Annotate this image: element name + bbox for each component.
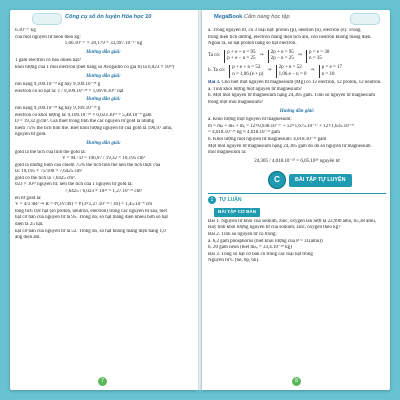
- text-line: hiếm 75% thể tích tinh thể. Biết khối lượng nguyên tử của gold là 196,97 amu,: [15, 125, 173, 131]
- text-line: a. Khối lượng một nguyên tử magnesium:: [208, 117, 292, 123]
- left-page: [10, 10, 198, 390]
- tu-luan-number: 1: [208, 196, 216, 204]
- equation: p = e = 30: [309, 49, 330, 55]
- formula-line: V = 4/3 πR³ ⇒ R = ∛(3V/4π) = ∛(3×1,27.10⁻²³ / 4π) = 1,45.10⁻⁸ cm: [15, 202, 152, 208]
- text-line: gold có thể tích là 7,6425 cm³.: [15, 175, 76, 181]
- text-line: ron nặng 9,109.10⁻²⁸ kg hay 9,109.10⁻²⁸ g: [15, 105, 101, 111]
- equation: p = e = 17: [321, 64, 343, 70]
- equation: n = 35: [309, 56, 322, 62]
- section-c-badge: C: [268, 171, 286, 189]
- system-brace: [224, 50, 255, 63]
- text-line: trung điện tích dương, electron mang điện tích âm, còn neutron không mang điện.: [208, 34, 372, 40]
- formula-line: là: 10,195 × 75/100 = 7,6425 cm³: [15, 169, 83, 175]
- left-header-title: Công cụ số ôn luyện Hóa học 10: [65, 14, 152, 20]
- equation: n = 18: [321, 71, 335, 77]
- equation-system-a: [208, 50, 386, 63]
- equation: n = 1,06.(e + p): [232, 71, 264, 77]
- system-brace: [276, 65, 307, 78]
- megabook-logo: [214, 14, 290, 20]
- header-decoration: [350, 13, 380, 25]
- right-page-content: [208, 28, 386, 265]
- exercise-line: b. 20 gam neon (biết mₙₑ = 33,4.10⁻²⁸ kg): [208, 245, 292, 251]
- arrow-icon: ⇒: [259, 53, 264, 59]
- formula-line: electron có khối lượng là: 9,109.10⁻²⁸ × 6,023.10²³ = 5,48.10⁻⁴ gam: [15, 112, 152, 118]
- text-line: a. Tính khối lượng một nguyên tử magnesium?: [208, 86, 303, 92]
- text-line: trong một mol magnesium?: [208, 99, 264, 105]
- equation: 1,06.e − n = 0: [278, 71, 307, 77]
- brand-tagline: Cẩm nang học tập: [243, 14, 290, 20]
- arrow-icon: ⇒: [310, 68, 315, 74]
- text-line: 6.10⁻²⁷ kg: [15, 28, 36, 33]
- text-line: tổng tích cực hạt (số proton, neutron, electron) trong các nguyên tử sau, biết: [15, 208, 168, 214]
- text-line: mol magnesium là:: [208, 150, 247, 156]
- equation: p + e + n = 95: [227, 49, 256, 55]
- solution-heading: Hướng dẫn giải:: [86, 49, 121, 55]
- exercise-text: Cho biết một nguyên tử magnesium (Mg) có 12 electron, 12 proton, 12 neutron.: [221, 80, 382, 86]
- text-line: ên tử gold là:: [15, 195, 42, 201]
- exercise-line: Bài 3. Tổng số hạt cơ bản có trong các loại hạt trong: [208, 251, 313, 257]
- text-line: ang điện âm.: [15, 235, 41, 241]
- formula-line: V = M / D = 196,97 / 19,32 = 10,195 cm³: [62, 156, 145, 162]
- text-line: Một mol nguyên tử magnesium nặng 24,305 gam do đó số nguyên tử magnesium: [208, 143, 371, 149]
- solution-heading: Hướng dẫn giải:: [86, 140, 121, 146]
- system-brace: [319, 65, 342, 78]
- system-brace: [229, 65, 263, 78]
- section-c-header: [268, 171, 386, 189]
- formula-line: 1,66.10⁻²⁷ × 20,179 = 33,497.10⁻²⁷ kg: [64, 41, 143, 47]
- page-number: 8: [292, 377, 301, 386]
- system-label: b. Ta có:: [208, 68, 226, 74]
- text-line: điện là 25 hạt.: [15, 222, 44, 228]
- text-line: b. Khối lượng một nguyên tử magnesium: 4,018.10⁻²³ gam: [208, 136, 327, 142]
- equation-system-b: [208, 65, 386, 78]
- right-page-header: [202, 10, 390, 26]
- exercise-line: Hãy tính khối lượng nguyên tử của sodium, zinc, oxygen theo kg?: [208, 225, 341, 231]
- left-page-content: [15, 28, 192, 242]
- page-number: 7: [98, 377, 107, 386]
- text-line: của một nguyên tử neon theo kg:: [15, 34, 81, 40]
- solution-heading: Hướng dẫn giải:: [279, 108, 315, 114]
- text-line: hạt cơ bản của nguyên tử là 95. Trong đó, số hạt mang điện nhiều hơn số hạt: [15, 215, 168, 221]
- solution-heading: Hướng dẫn giải:: [86, 73, 121, 79]
- tu-luan-bar: [208, 193, 386, 204]
- formula-line: 24,305 / 4,018.10⁻²³ = 6,05.10²³ nguyên tử: [254, 158, 340, 164]
- exercise-line: Bài 2. Tính số nguyên tử có trong:: [208, 232, 277, 238]
- text-line: Ngoài ra, số hạt proton bằng số hạt electron.: [208, 41, 297, 47]
- text-line: hạt cơ bản của nguyên tử là 52. Trong đó, số hạt không mang điện bằng 1,0: [15, 228, 166, 234]
- equation: 2p + n = 95: [270, 49, 294, 55]
- left-page-header: [10, 10, 198, 26]
- exercise-statement: [208, 80, 386, 87]
- tu-luan-label: TỰ LUẬN: [219, 196, 242, 203]
- brand-name: MegaBook: [214, 14, 243, 20]
- basic-exercise-banner: BÀI TẬP CƠ BẢN: [214, 208, 260, 217]
- solution-heading: Hướng dẫn giải:: [86, 97, 121, 103]
- equation: 2p − n = 25: [270, 56, 294, 62]
- system-brace: [268, 50, 294, 63]
- text-line: nguyên tử gold.: [15, 132, 47, 138]
- exercise-line: a. 6,2 gam phosphorus (biết khối lượng của P = 31(amu)): [208, 238, 323, 244]
- exercise-line: Bài 1. Nguyên tử khối của sodium, zinc, oxygen lần lượt là 22,990 amu, 65,38 amu,: [208, 218, 377, 224]
- text-line: D = 19,32 g/cm³. Giả thiết trong tinh thể các nguyên tử gold là những: [15, 119, 155, 125]
- right-page: [202, 10, 390, 390]
- formula-line: electron có số hạt là: 1 / 9,109.10⁻²⁸ = 1,0978.10²⁷ hạt: [15, 88, 124, 94]
- arrow-icon: ⇒: [297, 53, 303, 59]
- text-line: b. Một mol nguyên tử magnesium nặng 24,305 gam. Tính số nguyên tử magnesium: [208, 93, 375, 99]
- header-decoration: [32, 13, 62, 25]
- text-line: 023 × 10²³ nguyên tử, nên thể tích của 1 nguyên tử gold là:: [15, 182, 133, 188]
- equation: 2p + n = 52: [278, 64, 302, 70]
- text-line: a. Trong nguyên tử, có 3 loại hạt: proton (p), neutron (n), electron (e). Trong: [208, 28, 361, 33]
- text-line: 1 gam electron có bao nhiêu hạt?: [15, 58, 82, 64]
- formula-line: 7,6425 / 6,023 × 10²³ = 1,27.10⁻²³ cm³: [64, 189, 143, 195]
- arrow-icon: ⇒: [267, 68, 272, 74]
- text-line: ron nặng 9,109.10⁻³¹ kg hay 9,109.10⁻²⁸ g: [15, 82, 101, 88]
- equation: p + e + n = 52: [232, 64, 261, 70]
- formula-line: m = mₚ + mₙ + mₑ = 12×0,938.10⁻²⁷ + 12×1,675.10⁻²⁷ + 12×1,635.10⁻³¹: [208, 123, 355, 129]
- exercise-line: Nguyên tử C (6e, 6p, 6n).: [208, 258, 260, 264]
- system-label: Ta có:: [208, 53, 221, 59]
- equation: p + e − n = 25: [227, 56, 256, 62]
- section-c-title: BÀI TẬP TỰ LUYỆN: [289, 174, 352, 187]
- text-line: khối lượng của 1 mol electron (biết hằng số Avogadro có giá trị là 6,023 × 10²³): [15, 64, 175, 70]
- formula-line: = 4,018.10⁻²⁶ kg ≈ 4,018.10⁻²³ gam: [208, 130, 280, 136]
- text-line: gold là những hình cầu chiếm 75% thể tích tinh thể nên thể tích thực của: [15, 162, 161, 168]
- text-line: gold là thể tích của tinh thể gold là:: [15, 149, 86, 155]
- exercise-label: Bài 3.: [208, 80, 221, 86]
- system-brace: [306, 50, 329, 63]
